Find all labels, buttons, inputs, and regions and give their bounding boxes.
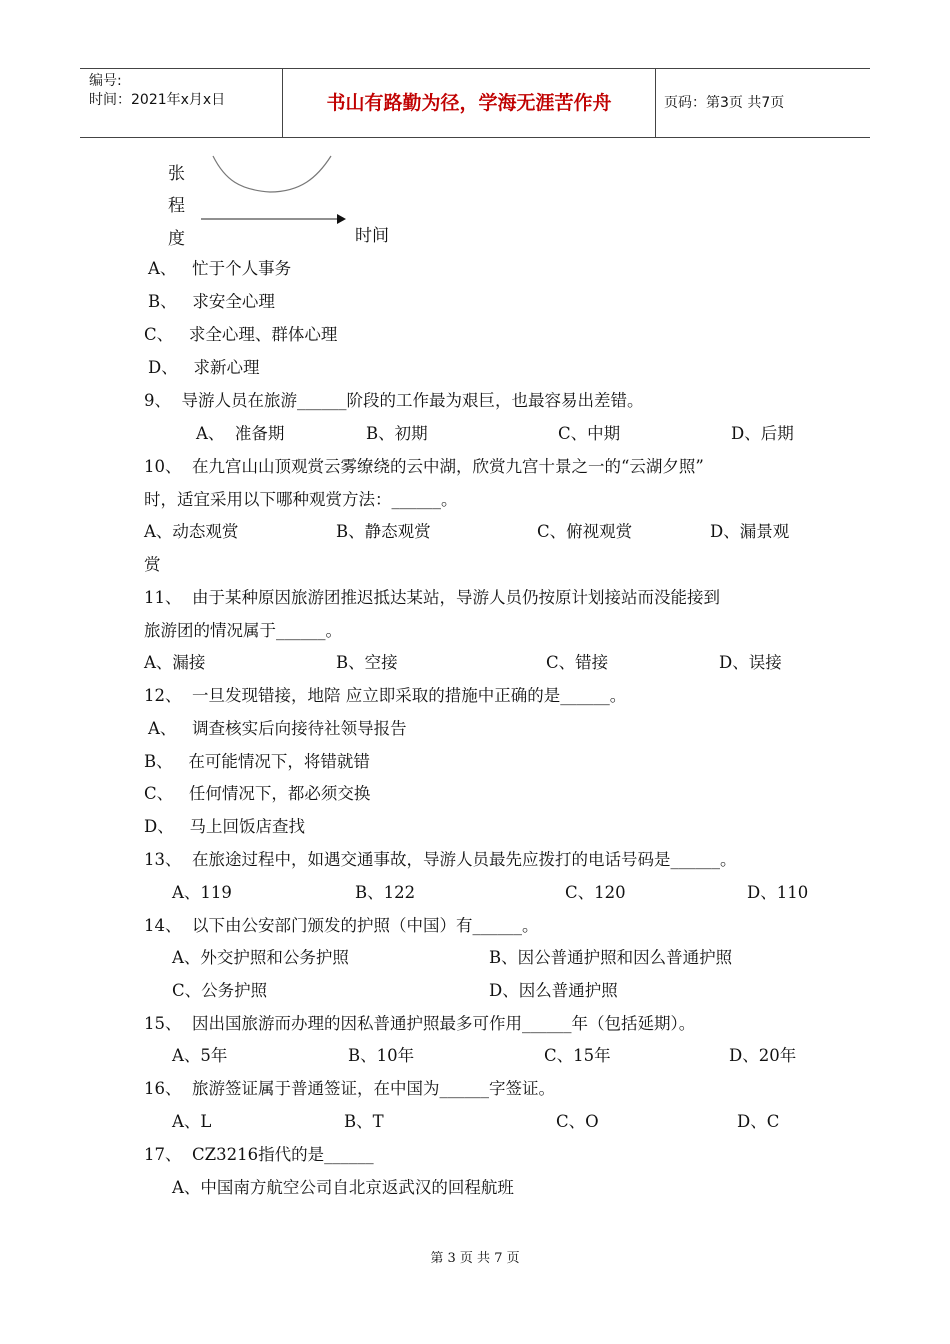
q16-option-d: D、C bbox=[737, 1112, 780, 1131]
q10-option-d-cont: 赏 bbox=[144, 555, 161, 574]
header-info bbox=[80, 69, 282, 137]
q13-option-b: B、122 bbox=[355, 883, 416, 902]
y-axis-char-1: 张 bbox=[168, 164, 185, 184]
q10-option-b: B、静态观赏 bbox=[336, 522, 431, 541]
page-footer: 第 3 页 共 7 页 bbox=[430, 1251, 520, 1266]
header-motto: 书山有路勤为径，学海无涯苦作舟 bbox=[282, 69, 656, 137]
doc-time-label: 时间：2021年x月x日 bbox=[89, 92, 226, 108]
q11-option-a: A、漏接 bbox=[144, 653, 206, 672]
y-axis-char-2: 程 bbox=[168, 196, 185, 216]
q14-stem: 14、 以下由公安部门颁发的护照（中国）有______。 bbox=[144, 916, 539, 935]
q12-option-d: D、 马上回饭店查找 bbox=[144, 817, 305, 836]
q12-stem: 12、 一旦发现错接，地陪 应立即采取的措施中正确的是______。 bbox=[144, 686, 627, 705]
q9-option-b: B、初期 bbox=[366, 424, 428, 443]
q11-option-b: B、空接 bbox=[336, 653, 398, 672]
q16-option-b: B、T bbox=[344, 1112, 384, 1131]
q14-option-a: A、外交护照和公务护照 bbox=[172, 948, 349, 967]
q13-option-d: D、110 bbox=[747, 883, 809, 902]
q15-option-d: D、20年 bbox=[729, 1046, 797, 1065]
y-axis-char-3: 度 bbox=[168, 229, 185, 249]
q10-option-c: C、俯视观赏 bbox=[537, 522, 633, 541]
q8-option-d: D、 求新心理 bbox=[148, 358, 260, 377]
q8-option-b: B、 求安全心理 bbox=[148, 292, 275, 311]
q10-stem-line2: 时，适宜采用以下哪种观赏方法：______。 bbox=[144, 490, 458, 509]
q15-option-a: A、5年 bbox=[172, 1046, 228, 1065]
q13-option-c: C、120 bbox=[565, 883, 626, 902]
q17-stem: 17、 CZ3216指代的是______ bbox=[144, 1145, 374, 1164]
q15-option-c: C、15年 bbox=[544, 1046, 611, 1065]
q10-option-d: D、漏景观 bbox=[710, 522, 790, 541]
q10-option-a: A、动态观赏 bbox=[144, 522, 239, 541]
header-page-code: 页码：第3页 共7页 bbox=[664, 95, 785, 111]
x-axis-label: 时间 bbox=[355, 226, 389, 246]
q16-stem: 16、 旅游签证属于普通签证，在中国为______字签证。 bbox=[144, 1079, 555, 1098]
q11-option-d: D、误接 bbox=[719, 653, 782, 672]
q14-option-b: B、因公普通护照和因么普通护照 bbox=[489, 948, 733, 967]
q12-option-b: B、 在可能情况下，将错就错 bbox=[144, 752, 370, 771]
tension-curve bbox=[213, 156, 331, 192]
q9-option-d: D、后期 bbox=[731, 424, 794, 443]
q10-stem-line1: 10、 在九宫山山顶观赏云雾缭绕的云中湖，欣赏九宫十景之一的“云湖夕照” bbox=[144, 457, 704, 476]
q8-option-a: A、 忙于个人事务 bbox=[148, 259, 292, 278]
q9-stem: 9、 导游人员在旅游______阶段的工作最为艰巨，也最容易出差错。 bbox=[144, 391, 644, 410]
q17-option-a: A、中国南方航空公司自北京返武汉的回程航班 bbox=[172, 1178, 514, 1197]
q14-option-d: D、因么普通护照 bbox=[489, 981, 618, 1000]
q9-option-a: A、 准备期 bbox=[196, 424, 285, 443]
q11-option-c: C、错接 bbox=[546, 653, 609, 672]
page-header bbox=[80, 68, 870, 138]
q13-option-a: A、119 bbox=[172, 883, 232, 902]
time-axis-arrow-icon bbox=[337, 214, 346, 224]
q8-option-c: C、 求全心理、群体心理 bbox=[144, 325, 338, 344]
q13-stem: 13、 在旅途过程中，如遇交通事故，导游人员最先应拨打的电话号码是______。 bbox=[144, 850, 737, 869]
q12-option-a: A、 调查核实后向接待社领导报告 bbox=[148, 719, 407, 738]
q12-option-c: C、 任何情况下，都必须交换 bbox=[144, 784, 371, 803]
q11-stem-line2: 旅游团的情况属于______。 bbox=[144, 621, 342, 640]
q14-option-c: C、公务护照 bbox=[172, 981, 268, 1000]
q15-stem: 15、 因出国旅游而办理的因私普通护照最多可作用______年（包括延期）。 bbox=[144, 1014, 696, 1033]
tension-curve-figure bbox=[195, 150, 355, 230]
q16-option-a: A、L bbox=[172, 1112, 212, 1131]
q11-stem-line1: 11、 由于某种原因旅游团推迟抵达某站，导游人员仍按原计划接站而没能接到 bbox=[144, 588, 720, 607]
doc-number-label: 编号: bbox=[89, 73, 122, 89]
q15-option-b: B、10年 bbox=[348, 1046, 415, 1065]
q9-option-c: C、中期 bbox=[558, 424, 621, 443]
q16-option-c: C、O bbox=[556, 1112, 599, 1131]
